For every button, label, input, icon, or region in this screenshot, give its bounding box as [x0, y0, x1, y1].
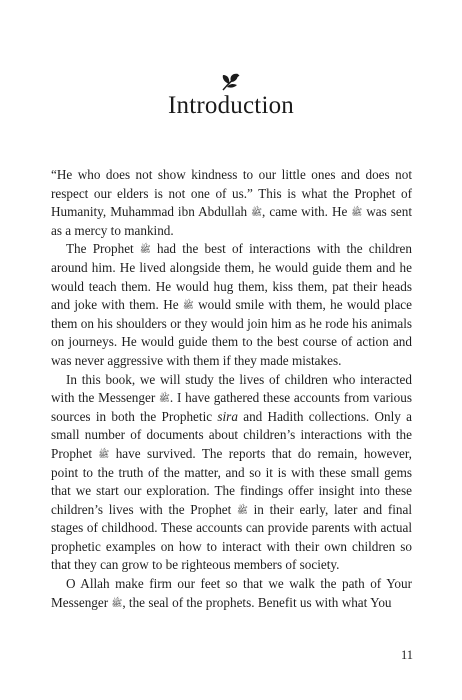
- paragraph: “He who does not show kindness to our little ones and does not respect our elders is not one of us.” This is what the Prophet of Humanity, Muhammad ibn Abdullah ﷺ, came with. He ﷺ was sent as a mercy to mankind.: [51, 167, 412, 238]
- chapter-title: Introduction: [168, 92, 294, 119]
- honorific-glyph: ﷺ: [251, 207, 263, 218]
- honorific-glyph: ﷺ: [159, 393, 170, 404]
- body-text: [51, 166, 412, 612]
- honorific-glyph: ﷺ: [111, 597, 123, 608]
- honorific-glyph: ﷺ: [351, 207, 363, 218]
- paragraph: The Prophet ﷺ had the best of interactions with the children around him. He lived alongside them, he would guide them and he would teach them. He would hug them, kiss them, pat their heads and joke with them. He ﷺ would smile with them, he would place them on his shoulders or they would join him as he rode his animals on journeys. He would guide them to the best course of action and was never aggressive with them if they made mistakes.: [51, 241, 412, 368]
- italic-term: sira: [217, 408, 238, 424]
- page-number: 11: [400, 648, 413, 662]
- honorific-glyph: ﷺ: [237, 504, 248, 515]
- paragraph: In this book, we will study the lives of children who interacted with the Messenger ﷺ. I have gathered these accounts from various sources in both the Prophetic sira and Hadith collections. Only a small number of documents about children’s interactions with the Prophet ﷺ have survived. The reports that do remain, however, point to the truth of the matter, and so it is with these small gems that we start our exploration. The findings offer insight into these children’s lives with the Prophet ﷺ in their early, later and final stages of childhood. These accounts can provide parents with actual prophetic examples on how to interact with their own children so that they can grow to be righteous members of society.: [51, 371, 412, 573]
- leaf-sprig-icon: [220, 73, 242, 91]
- honorific-glyph: ﷺ: [139, 244, 151, 255]
- paragraph: O Allah make firm our feet so that we walk the path of Your Messenger ﷺ, the seal of the prophets. Benefit us with what You: [51, 576, 412, 610]
- honorific-glyph: ﷺ: [182, 300, 194, 311]
- honorific-glyph: ﷺ: [98, 448, 110, 459]
